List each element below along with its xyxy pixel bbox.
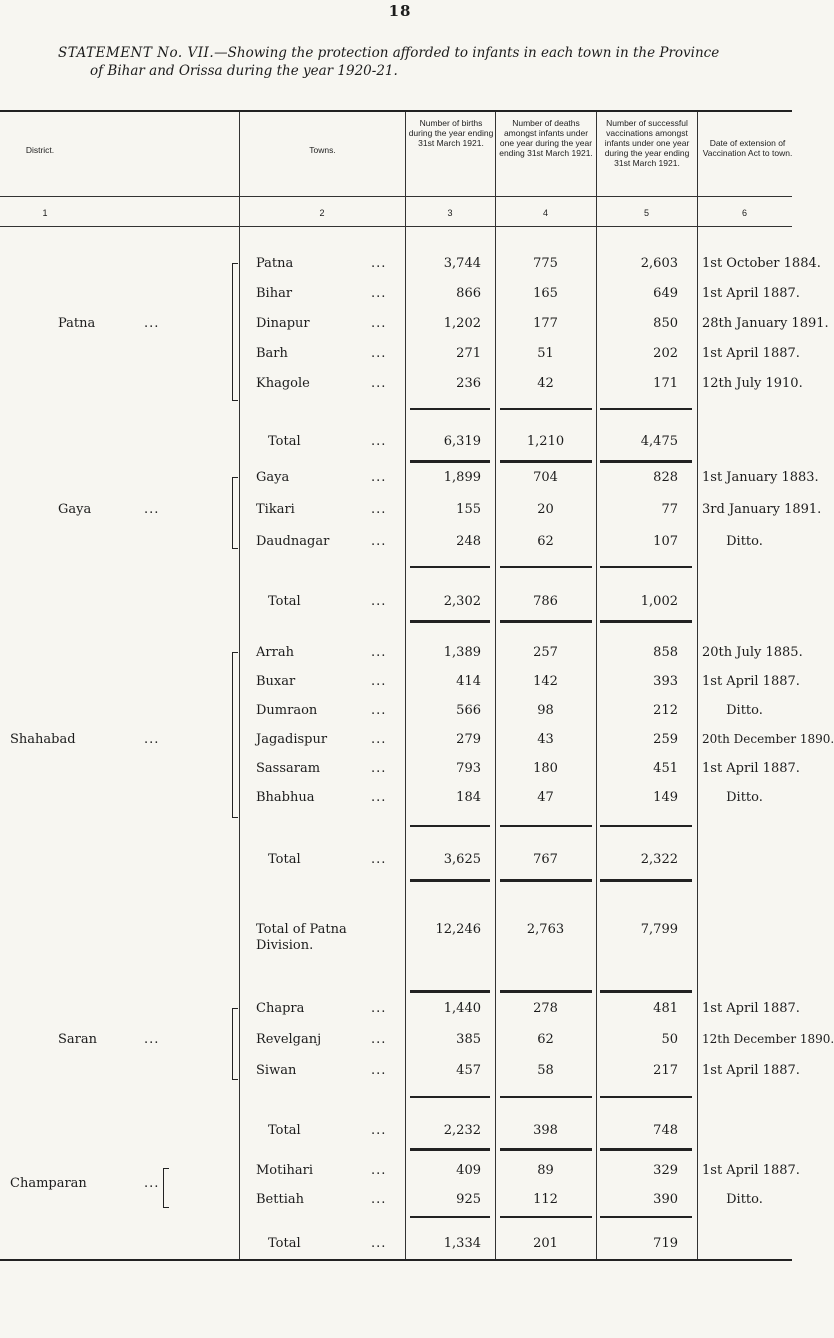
deaths-value: 142 [533, 674, 558, 689]
deaths-value: 165 [533, 286, 558, 301]
date-value: 20th July 1885. [702, 645, 803, 660]
district-name: Patna [58, 316, 96, 331]
sum-rule [500, 825, 592, 827]
deaths-value: 58 [537, 1063, 554, 1078]
total-rule [600, 1148, 692, 1151]
district-brace [232, 652, 238, 818]
town-name: Khagole [256, 376, 310, 391]
vaccinations-value: 50 [661, 1032, 678, 1047]
town-name: Siwan [256, 1063, 297, 1078]
total-label: Total [268, 1123, 301, 1138]
deaths-value: 62 [537, 1032, 554, 1047]
table-bottom-rule [0, 1259, 792, 1261]
sum-rule [600, 825, 692, 827]
vaccinations-value: 212 [653, 703, 678, 718]
total-label: Total [268, 434, 301, 449]
births-value: 409 [456, 1163, 481, 1178]
town-name: Tikari [256, 502, 295, 517]
division-total-deaths: 2,763 [526, 922, 565, 937]
total-rule [500, 990, 592, 993]
date-value: 1st April 1887. [702, 1063, 800, 1078]
col-number-4: 4 [542, 208, 548, 218]
births-value: 1,202 [443, 316, 481, 331]
deaths-value: 278 [533, 1001, 558, 1016]
district-brace [232, 477, 238, 549]
leader-dots: ... [371, 1163, 387, 1178]
leader-dots: ... [371, 256, 387, 271]
leader-dots: ... [144, 732, 160, 747]
deaths-value: 257 [533, 645, 558, 660]
town-name: Bettiah [256, 1192, 304, 1207]
town-name: Gaya [256, 470, 290, 485]
deaths-value: 42 [537, 376, 554, 391]
statement-caption-line2: of Bihar and Orissa during the year 1920-21. [90, 63, 398, 79]
sum-rule [600, 1096, 692, 1098]
sum-rule [410, 1216, 490, 1218]
sum-rule [410, 825, 490, 827]
town-name: Dinapur [256, 316, 310, 331]
date-value: Ditto. [726, 790, 763, 805]
town-name: Bihar [256, 286, 293, 301]
sum-rule [500, 1096, 592, 1098]
total-births: 1,334 [443, 1236, 481, 1251]
vaccinations-value: 149 [653, 790, 678, 805]
deaths-value: 51 [537, 346, 554, 361]
leader-dots: ... [371, 470, 387, 485]
town-name: Bhabhua [256, 790, 315, 805]
sum-rule [410, 566, 490, 568]
deaths-value: 43 [537, 732, 554, 747]
statement-number: STATEMENT No. VII. [58, 45, 215, 61]
town-name: Sassaram [256, 761, 321, 776]
date-value: 12th July 1910. [702, 376, 803, 391]
total-rule [410, 620, 490, 623]
col-number-6: 6 [741, 208, 747, 218]
leader-dots: ... [371, 790, 387, 805]
leader-dots: ... [371, 346, 387, 361]
col-number-3: 3 [447, 208, 453, 218]
total-rule [410, 1148, 490, 1151]
town-name: Patna [256, 256, 294, 271]
total-label: Total [268, 594, 301, 609]
col-number-1: 1 [42, 208, 48, 218]
total-label: Total [268, 852, 301, 867]
page-number: 18 [388, 2, 412, 20]
leader-dots: ... [371, 1001, 387, 1016]
births-value: 1,440 [443, 1001, 481, 1016]
vaccinations-value: 329 [653, 1163, 678, 1178]
table-top-rule [0, 110, 792, 112]
date-value: 1st October 1884. [702, 256, 821, 271]
town-name: Jagadispur [256, 732, 328, 747]
leader-dots: ... [371, 761, 387, 776]
births-value: 279 [456, 732, 481, 747]
header-towns: Towns. [309, 145, 336, 155]
town-name: Motihari [256, 1163, 314, 1178]
total-births: 3,625 [443, 852, 481, 867]
col-number-rule [0, 226, 792, 227]
leader-dots: ... [371, 286, 387, 301]
total-deaths: 1,210 [526, 434, 565, 449]
col-divider-date [697, 112, 698, 1259]
deaths-value: 47 [537, 790, 554, 805]
date-value: Ditto. [726, 703, 763, 718]
sum-rule [410, 408, 490, 410]
births-value: 385 [456, 1032, 481, 1047]
division-total-vaccinations: 7,799 [640, 922, 678, 937]
births-value: 793 [456, 761, 481, 776]
total-deaths: 201 [533, 1236, 558, 1251]
births-value: 925 [456, 1192, 481, 1207]
district-brace [163, 1168, 169, 1208]
births-value: 414 [456, 674, 481, 689]
leader-dots: ... [371, 1236, 387, 1251]
leader-dots: ... [371, 534, 387, 549]
leader-dots: ... [371, 732, 387, 747]
births-value: 155 [456, 502, 481, 517]
leader-dots: ... [371, 1063, 387, 1078]
total-rule [500, 620, 592, 623]
header-district: District. [25, 145, 55, 155]
total-deaths: 767 [533, 852, 558, 867]
leader-dots: ... [371, 1032, 387, 1047]
district-name: Gaya [58, 502, 92, 517]
header-date: Date of extension of Vaccination Act to town. [702, 138, 793, 158]
statement-title [58, 44, 788, 80]
vaccinations-value: 850 [653, 316, 678, 331]
births-value: 866 [456, 286, 481, 301]
deaths-value: 62 [537, 534, 554, 549]
leader-dots: ... [371, 852, 387, 867]
total-births: 2,302 [443, 594, 481, 609]
leader-dots: ... [371, 703, 387, 718]
date-value: 1st April 1887. [702, 346, 800, 361]
col-number-5: 5 [643, 208, 649, 218]
births-value: 236 [456, 376, 481, 391]
births-value: 1,899 [443, 470, 481, 485]
town-name: Arrah [256, 645, 294, 660]
town-name: Barh [256, 346, 288, 361]
total-label: Total [268, 1236, 301, 1251]
date-value: 20th December 1890. [702, 732, 834, 746]
total-vaccinations: 2,322 [640, 852, 678, 867]
births-value: 1,389 [443, 645, 481, 660]
deaths-value: 180 [533, 761, 558, 776]
leader-dots: ... [371, 674, 387, 689]
total-births: 6,319 [443, 434, 481, 449]
statement-caption: —Showing the protection afforded to infants in each town in the Province [214, 45, 720, 61]
leader-dots: ... [144, 1032, 160, 1047]
sum-rule [410, 1096, 490, 1098]
total-vaccinations: 719 [653, 1236, 678, 1251]
births-value: 184 [456, 790, 481, 805]
deaths-value: 775 [533, 256, 558, 271]
births-value: 566 [456, 703, 481, 718]
vaccinations-value: 390 [653, 1192, 678, 1207]
date-value: 3rd January 1891. [702, 502, 822, 517]
deaths-value: 112 [533, 1192, 558, 1207]
sum-rule [500, 566, 592, 568]
deaths-value: 704 [533, 470, 558, 485]
leader-dots: ... [371, 502, 387, 517]
total-rule [410, 879, 490, 882]
sum-rule [500, 408, 592, 410]
vaccinations-value: 649 [653, 286, 678, 301]
leader-dots: ... [144, 502, 160, 517]
vaccinations-value: 202 [653, 346, 678, 361]
date-value: 1st April 1887. [702, 1001, 800, 1016]
header-rule [0, 196, 792, 197]
total-rule [500, 879, 592, 882]
total-rule [600, 879, 692, 882]
vaccinations-value: 451 [653, 761, 678, 776]
town-name: Buxar [256, 674, 296, 689]
sum-rule [600, 566, 692, 568]
total-rule [410, 990, 490, 993]
district-name: Saran [58, 1032, 97, 1047]
town-name: Daudnagar [256, 534, 330, 549]
vaccinations-value: 107 [653, 534, 678, 549]
total-rule [500, 460, 592, 463]
vaccinations-value: 393 [653, 674, 678, 689]
leader-dots: ... [371, 376, 387, 391]
births-value: 3,744 [443, 256, 481, 271]
births-value: 248 [456, 534, 481, 549]
leader-dots: ... [371, 1192, 387, 1207]
total-rule [500, 1148, 592, 1151]
deaths-value: 89 [537, 1163, 554, 1178]
date-value: 28th January 1891. [702, 316, 829, 331]
total-deaths: 786 [533, 594, 558, 609]
deaths-value: 177 [533, 316, 558, 331]
division-total-births: 12,246 [435, 922, 481, 937]
vaccinations-value: 481 [653, 1001, 678, 1016]
leader-dots: ... [371, 434, 387, 449]
sum-rule [600, 408, 692, 410]
col-divider-towns [239, 112, 240, 1259]
header-deaths: Number of deaths amongst infants under one year during the year ending 31st March 1921. [499, 118, 593, 158]
total-deaths: 398 [533, 1123, 558, 1138]
town-name: Chapra [256, 1001, 305, 1016]
vaccinations-value: 828 [653, 470, 678, 485]
vaccinations-value: 259 [653, 732, 678, 747]
total-vaccinations: 748 [653, 1123, 678, 1138]
vaccinations-value: 2,603 [640, 256, 678, 271]
date-value: 1st April 1887. [702, 1163, 800, 1178]
total-births: 2,232 [443, 1123, 481, 1138]
leader-dots: ... [371, 594, 387, 609]
header-vaccinations: Number of successful vaccinations amongst infants under one year during the year ending 31st March 1921. [604, 118, 690, 168]
town-name: Revelganj [256, 1032, 322, 1047]
district-name: Shahabad [10, 732, 76, 747]
deaths-value: 20 [537, 502, 554, 517]
births-value: 457 [456, 1063, 481, 1078]
division-total-label: Total of Patna Division. [256, 922, 347, 953]
date-value: Ditto. [726, 1192, 763, 1207]
total-vaccinations: 1,002 [640, 594, 678, 609]
vaccinations-value: 77 [661, 502, 678, 517]
leader-dots: ... [371, 1123, 387, 1138]
date-value: 1st January 1883. [702, 470, 819, 485]
total-rule [600, 620, 692, 623]
total-vaccinations: 4,475 [640, 434, 678, 449]
date-value: 1st April 1887. [702, 286, 800, 301]
leader-dots: ... [371, 645, 387, 660]
header-births: Number of births during the year ending 31st March 1921. [408, 118, 494, 148]
vaccinations-value: 171 [653, 376, 678, 391]
leader-dots: ... [144, 316, 160, 331]
leader-dots: ... [371, 316, 387, 331]
town-name: Dumraon [256, 703, 318, 718]
births-value: 271 [456, 346, 481, 361]
total-rule [600, 990, 692, 993]
total-rule [600, 460, 692, 463]
date-value: 12th December 1890. [702, 1032, 834, 1046]
district-brace [232, 1008, 238, 1080]
deaths-value: 98 [537, 703, 554, 718]
date-value: 1st April 1887. [702, 761, 800, 776]
district-name: Champaran [10, 1176, 87, 1191]
district-brace [232, 263, 238, 401]
sum-rule [500, 1216, 592, 1218]
vaccinations-value: 217 [653, 1063, 678, 1078]
total-rule [410, 460, 490, 463]
sum-rule [600, 1216, 692, 1218]
date-value: 1st April 1887. [702, 674, 800, 689]
col-number-2: 2 [319, 208, 325, 218]
leader-dots: ... [144, 1176, 160, 1191]
date-value: Ditto. [726, 534, 763, 549]
vaccinations-value: 858 [653, 645, 678, 660]
